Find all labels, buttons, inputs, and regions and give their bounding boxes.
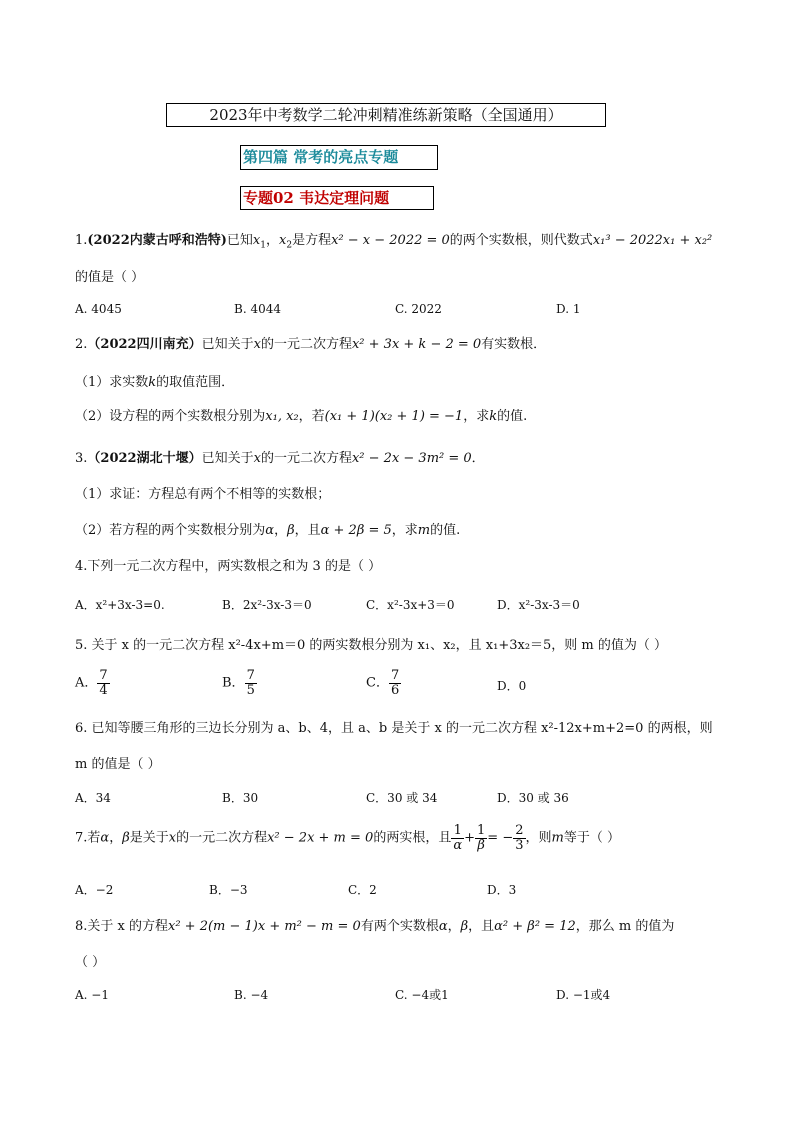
q4-option-c: C．x²-3x+3＝0 bbox=[366, 598, 455, 612]
q1-option-a: A. 4045 bbox=[75, 302, 122, 316]
fraction bbox=[513, 824, 525, 853]
math-variable: k bbox=[489, 409, 498, 424]
question-3-stem bbox=[75, 450, 485, 468]
fraction-numerator: 1 bbox=[451, 824, 464, 839]
question-4-stem: 4.下列一元二次方程中，两实数根之和为 3 的是（ ） bbox=[75, 559, 382, 574]
question-text: 是关于 bbox=[129, 830, 169, 846]
question-source: (2022内蒙古呼和浩特) bbox=[87, 233, 227, 248]
subscript: 1 bbox=[260, 240, 266, 251]
question-text: （2）设方程的两个实数根分别为 bbox=[75, 409, 266, 424]
math-variable: k bbox=[148, 375, 157, 390]
fraction-numerator: 7 bbox=[246, 668, 255, 683]
math-variable: β bbox=[122, 830, 130, 846]
math-variable: x bbox=[253, 337, 261, 352]
math-variable: α bbox=[438, 919, 448, 934]
math-equation: x² − 2x − 3m² = 0 bbox=[351, 451, 472, 466]
question-number: 1. bbox=[75, 233, 88, 248]
math-variable: α bbox=[100, 830, 110, 846]
math-equation: x² + 2(m − 1)x + m² − m = 0 bbox=[168, 919, 361, 934]
question-text: 有实数根． bbox=[481, 337, 547, 352]
q4-option-b: B．2x²-3x-3＝0 bbox=[222, 598, 312, 612]
option-label: B． bbox=[222, 675, 245, 691]
fraction-numerator: 7 bbox=[99, 668, 108, 683]
question-number: 3. bbox=[75, 451, 88, 466]
math-variable: x bbox=[279, 233, 287, 248]
math-variable: m bbox=[417, 523, 431, 538]
math-equation: α² + β² = 12 bbox=[494, 919, 576, 934]
question-2-part-2 bbox=[75, 408, 527, 426]
question-text: ，且 bbox=[294, 523, 321, 538]
q7-option-d: D．3 bbox=[487, 883, 517, 897]
fraction-denominator: 6 bbox=[390, 683, 400, 698]
q8-option-a: A. −1 bbox=[75, 988, 109, 1002]
fraction-numerator: 7 bbox=[390, 668, 400, 683]
question-text: 的取值范围． bbox=[156, 375, 235, 390]
question-source: （2022四川南充） bbox=[87, 337, 202, 352]
q5-option-c bbox=[366, 669, 401, 698]
fraction-denominator: 4 bbox=[99, 683, 108, 698]
question-5-stem: 5. 关于 x 的一元二次方程 x²-4x+m＝0 的两实数根分别为 x₁、x₂，且 x₁+3x₂＝5，则 m 的值为（ ） bbox=[75, 638, 668, 653]
q1-option-b: B. 4044 bbox=[234, 302, 281, 316]
q1-option-d: D. 1 bbox=[556, 302, 581, 316]
q1-option-c: C. 2022 bbox=[395, 302, 442, 316]
fraction-denominator: β bbox=[477, 838, 485, 853]
fraction-denominator: 3 bbox=[515, 838, 524, 853]
q7-option-a: A．−2 bbox=[75, 883, 114, 897]
question-text: ，那么 m 的值为 bbox=[575, 919, 675, 934]
question-text: ，且 bbox=[468, 919, 495, 934]
math-variable: α bbox=[265, 523, 275, 538]
question-text: 的值. bbox=[497, 409, 528, 424]
question-text: 的值. bbox=[430, 523, 461, 538]
q5-option-b bbox=[222, 669, 257, 698]
question-6-line1: 6. 已知等腰三角形的三边长分别为 a、b、4，且 a、b 是关于 x 的一元二次方程 x²-12x+m+2=0 的两根，则 bbox=[75, 721, 713, 736]
math-equation: (x₁ + 1)(x₂ + 1) = −1 bbox=[324, 409, 464, 424]
question-3-part-1: （1）求证：方程总有两个不相等的实数根； bbox=[75, 487, 331, 502]
question-text: ， bbox=[265, 233, 279, 248]
fraction bbox=[389, 669, 401, 698]
math-equation: x² + 3x + k − 2 = 0 bbox=[351, 337, 482, 352]
question-source: （2022湖北十堰） bbox=[87, 451, 202, 466]
question-text: 7.若 bbox=[75, 830, 101, 846]
question-text: 的两个实数根，则代数式 bbox=[449, 233, 593, 248]
math-variables: x₁, x₂ bbox=[265, 409, 299, 424]
question-1-stem bbox=[75, 232, 712, 255]
math-equation: α + 2β = 5 bbox=[320, 523, 392, 538]
math-equation: x² − 2x + m = 0 bbox=[267, 830, 374, 846]
part-heading: 第四篇 常考的亮点专题 bbox=[240, 145, 438, 170]
question-text: 的一元二次方程 bbox=[260, 451, 352, 466]
topic-heading: 专题02 韦达定理问题 bbox=[240, 186, 434, 210]
question-text: ， bbox=[274, 523, 288, 538]
subscript: 2 bbox=[286, 240, 293, 251]
math-variable: β bbox=[287, 523, 295, 538]
option-label: C． bbox=[366, 675, 389, 691]
math-operator: = − bbox=[487, 830, 514, 846]
question-3-part-2 bbox=[75, 522, 460, 540]
math-variable: x bbox=[253, 451, 261, 466]
q6-option-a: A．34 bbox=[75, 791, 111, 805]
math-equation: x² − x − 2022 = 0 bbox=[331, 233, 450, 248]
question-text: 的一元二次方程 bbox=[260, 337, 352, 352]
question-text: 有两个实数根 bbox=[360, 919, 439, 934]
q7-option-b: B．−3 bbox=[209, 883, 248, 897]
question-text: （1）求实数 bbox=[75, 375, 149, 390]
q5-option-d: D．0 bbox=[497, 679, 527, 693]
question-text: ，若 bbox=[298, 409, 325, 424]
question-text: 8.关于 x 的方程 bbox=[75, 919, 168, 934]
q7-option-c: C．2 bbox=[348, 883, 377, 897]
q8-option-d: D. −1或4 bbox=[556, 988, 611, 1002]
question-text: 已知 bbox=[226, 233, 253, 248]
document-title: 2023年中考数学二轮冲刺精准练新策略（全国通用） bbox=[166, 103, 606, 127]
fraction bbox=[451, 824, 464, 853]
q6-option-d: D．30 或 36 bbox=[497, 791, 569, 805]
question-text: ． bbox=[471, 451, 485, 466]
fraction-denominator: 5 bbox=[246, 683, 255, 698]
question-8-stem bbox=[75, 918, 674, 936]
question-text: ， bbox=[447, 919, 461, 934]
q6-option-c: C．30 或 34 bbox=[366, 791, 438, 805]
question-text: ，求 bbox=[463, 409, 490, 424]
question-text: ， bbox=[109, 830, 123, 846]
question-2-stem bbox=[75, 336, 546, 354]
math-variable: m bbox=[551, 830, 564, 846]
question-8-line2: （ ） bbox=[75, 955, 106, 970]
fraction-numerator: 1 bbox=[477, 823, 486, 838]
math-expression: x₁³ − 2022x₁ + x₂² bbox=[592, 233, 713, 248]
question-number: 2. bbox=[75, 337, 88, 352]
q8-option-c: C. −4或1 bbox=[395, 988, 449, 1002]
fraction bbox=[475, 824, 487, 853]
question-2-part-1 bbox=[75, 374, 234, 392]
question-text: ，求 bbox=[391, 523, 418, 538]
math-variable: β bbox=[460, 919, 469, 934]
fraction bbox=[97, 669, 109, 698]
q5-option-a bbox=[75, 669, 110, 698]
question-1-line2: 的值是（ ） bbox=[75, 270, 145, 285]
option-label: A． bbox=[75, 675, 98, 691]
question-text: 已知关于 bbox=[201, 451, 254, 466]
fraction-numerator: 2 bbox=[515, 823, 524, 838]
question-text: 的一元二次方程 bbox=[176, 830, 268, 846]
q8-option-b: B. −4 bbox=[234, 988, 269, 1002]
question-text: （2）若方程的两个实数根分别为 bbox=[75, 523, 266, 538]
math-operator: + bbox=[464, 830, 476, 846]
question-text: 的两实根，且 bbox=[373, 830, 452, 846]
fraction bbox=[245, 669, 257, 698]
math-variable: x bbox=[168, 830, 177, 846]
q4-option-a: A．x²+3x-3=0. bbox=[75, 598, 165, 612]
q4-option-d: D．x²-3x-3＝0 bbox=[497, 598, 580, 612]
fraction-denominator: α bbox=[453, 838, 463, 853]
question-6-line2: m 的值是（ ） bbox=[75, 757, 161, 772]
question-text: 已知关于 bbox=[201, 337, 254, 352]
question-7-stem bbox=[75, 824, 620, 853]
question-text: 等于（ ） bbox=[563, 830, 620, 846]
math-variable: x bbox=[252, 233, 261, 248]
q6-option-b: B．30 bbox=[222, 791, 259, 805]
question-text: ，则 bbox=[525, 830, 552, 846]
question-text: 是方程 bbox=[292, 233, 332, 248]
